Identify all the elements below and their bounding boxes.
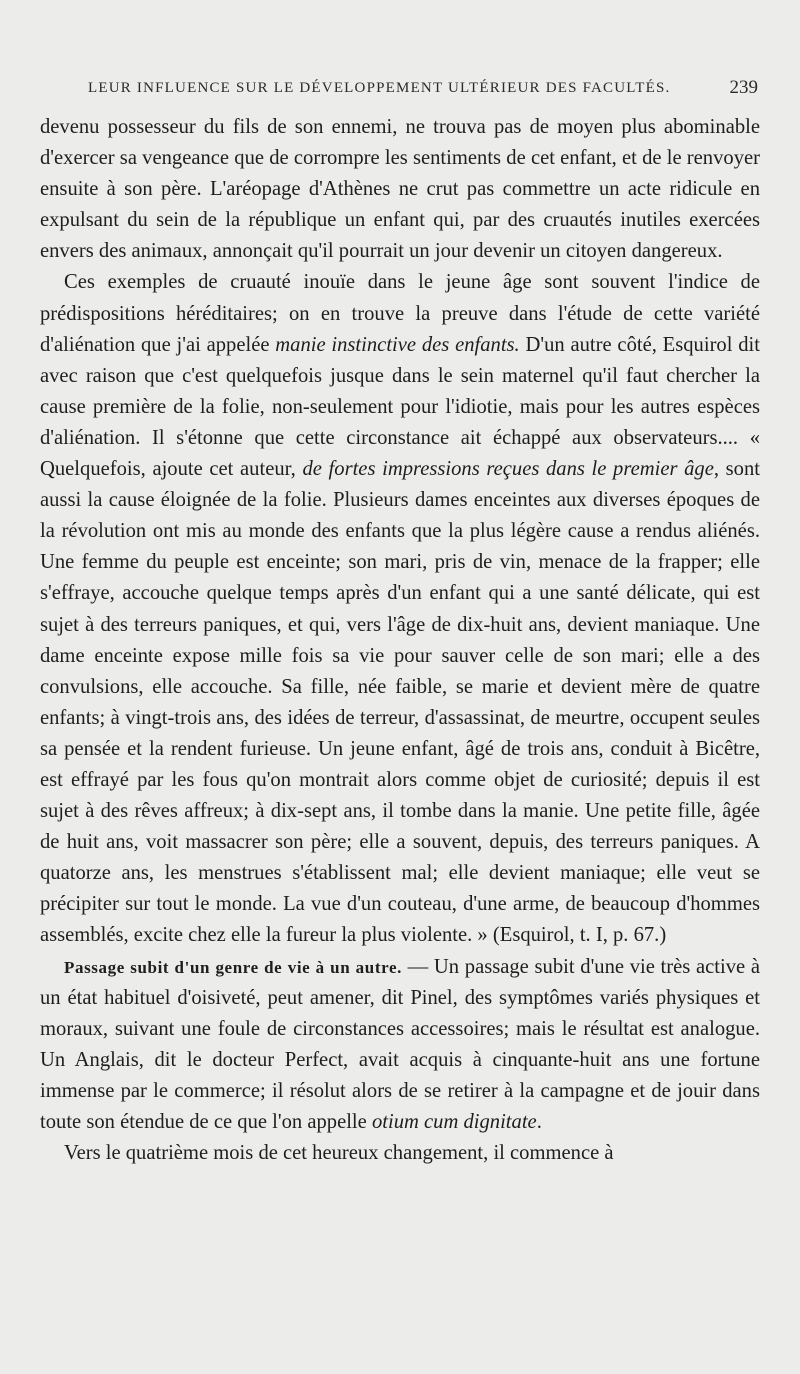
paragraph-2-text-a: Ces exemples de cruauté inouïe dans le jeune âge sont souvent l'indice de prédispositions héréditaires; on en trouve la preuve dans l'étude de cette variété d'aliénation que j'ai appelée [40, 271, 760, 356]
paragraph-2-text-b: D'un autre côté, Esquirol dit avec raison que c'est quelquefois jusque dans le sein maternel qu'il faut chercher la cause première de la folie, non-seulement pour l'idiotie, mais pour les autres espèces d'aliénation. Il s'étonne que cette circonstance ait échappé aux observateurs.... « Quelquefois, ajoute cet auteur, [40, 333, 760, 481]
running-header [88, 77, 758, 98]
paragraph-2-text-c: , sont aussi la cause éloignée de la folie. Plusieurs dames enceintes aux diverses époques de la révolution ont mis au monde des enfants que la plus légère cause a rendus aliénés. Une femme du peuple est enceinte; son mari, pris de vin, menace de la frapper; elle s'effraye, accouche quelque temps après d'un enfant qui a une santé délicate, qui est sujet à des terreurs paniques, et qui, vers l'âge de dix-huit ans, devient maniaque. Une dame enceinte expose mille fois sa vie pour sauver celle de son mari; elle a des convulsions, elle accouche. Sa fille, née faible, se marie et devient mère de quatre enfants; à vingt-trois ans, des idées de terreur, d'assassinat, de meurtre, occupent seules sa pensée et la rendent furieuse. Un jeune enfant, âgé de trois ans, conduit à Bicêtre, est effrayé par les fous qu'on montrait alors comme objet de curiosité; depuis il est sujet à des rêves affreux; à dix-sept ans, il tombe dans la manie. Une petite fille, âgée de huit ans, voit massacrer son père; elle a souvent, depuis, des terreurs paniques. A quatorze ans, les menstrues s'établissent mal; elle devient maniaque; elle veut se précipiter sur tout le monde. La vue d'un couteau, d'une arme, de beaucoup d'hommes assemblés, excite chez elle la fureur la plus violente. » (Esquirol, t. I, p. 67.) [40, 458, 760, 947]
paragraph-2-italic-2: de fortes impressions reçues dans le premier âge [302, 458, 714, 481]
paragraph-3-italic: otium cum dignitate [371, 1111, 537, 1133]
paragraph-2-italic-1: manie instinctive des enfants. [275, 333, 520, 356]
paragraph-3-text-b: . [536, 1111, 542, 1133]
page-number: 239 [729, 77, 758, 98]
paragraph-3-text-a: — Un passage subit d'une vie très active à un état habituel d'oisiveté, peut amener, dit Pinel, des symptômes variés physiques et moraux, suivant une foule de circonstances accessoires; mais le résultat est analogue. Un Anglais, dit le docteur Perfect, avait acquis à cinquante-huit ans une fortune immense par le commerce; il résolut alors de se retirer à la campagne et de jouir dans toute son étendue de ce que l'on appelle [40, 955, 760, 1133]
paragraph-2 [40, 267, 760, 951]
body-text [40, 112, 760, 1169]
section-heading: Passage subit d'un genre de vie à un autre. [64, 957, 402, 977]
running-title: LEUR INFLUENCE SUR LE DÉVELOPPEMENT ULTÉRIEUR DES FACULTÉS. [88, 80, 671, 96]
paragraph-4: Vers le quatrième mois de cet heureux changement, il commence à [64, 1142, 614, 1165]
paragraph-3 [40, 952, 760, 1139]
paragraph-1: devenu possesseur du fils de son ennemi, ne trouva pas de moyen plus abominable d'exercer sa vengeance que de corrompre les sentiments de cet enfant, et de le renvoyer ensuite à son père. L'aréopage d'Athènes ne crut pas commettre un acte ridicule en expulsant du sein de la république un enfant qui, par des cruautés inutiles exercées envers des animaux, annonçait qu'il pourrait un jour devenir un citoyen dangereux. [40, 116, 760, 263]
